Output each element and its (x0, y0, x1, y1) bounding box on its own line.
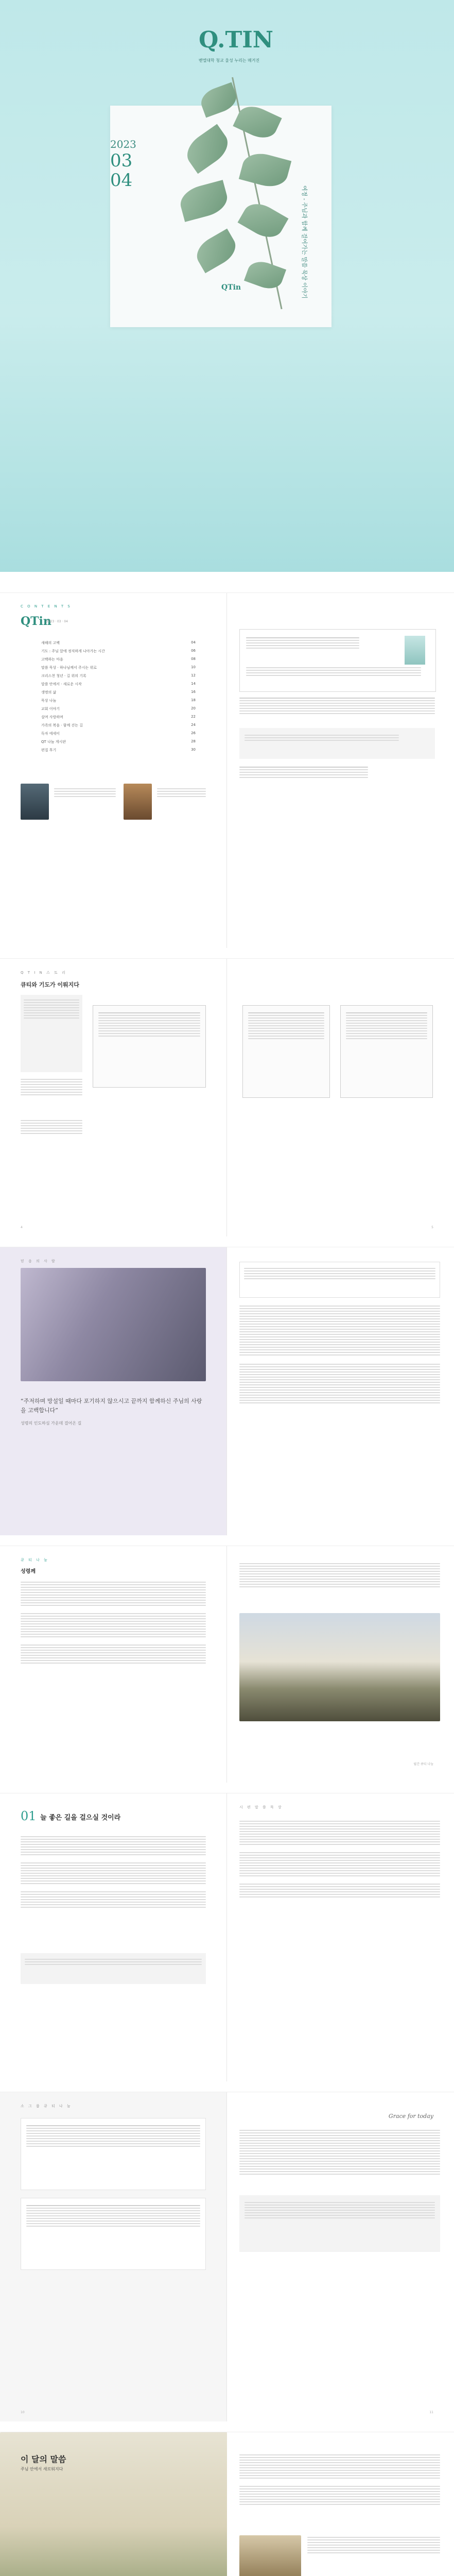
section-header: 소 그 룹 큐 티 나 눔 (21, 2104, 72, 2108)
document-scan (93, 1005, 206, 1088)
cover-issue-a: 03 (110, 150, 133, 171)
pull-quote-sub: 성령의 인도하심 가운데 걸어온 길 (21, 1421, 82, 1426)
pull-quote: “주저하며 망설일 때마다 포기하지 않으시고 끝까지 함께하신 주님의 사랑을 고백합니다” (21, 1398, 202, 1414)
toc-item[interactable]: 살며 사랑하며 (41, 715, 63, 719)
toc-item[interactable]: 크리스천 청년 · 길 위의 기록 (41, 674, 86, 678)
small-group-spread: 소 그 룹 큐 티 나 눔 10 Grace for today 11 (0, 2092, 454, 2421)
toc-item[interactable]: 기도 : 주님 앞에 정직하게 나아가는 시간 (41, 649, 105, 653)
qt-sharing-spread (0, 1546, 454, 1783)
document-scan (242, 1005, 330, 1098)
subscription-box (239, 629, 436, 692)
toc-item[interactable]: 묵상 나눔 (41, 699, 57, 703)
section-title: 큐티와 기도가 이뤄지다 (21, 981, 79, 988)
section-title: 성령께 (21, 1569, 36, 1574)
eucalyptus-branch-image (154, 77, 319, 314)
contents-header: C O N T E N T S (21, 604, 72, 608)
toc-item[interactable]: 교회 이야기 (41, 707, 60, 711)
event-photo (239, 2535, 301, 2576)
qa-box (21, 2118, 206, 2190)
cover-spine-text: 여정 - 주님과 함께 걸어가는 말씀 묵상 이야기 (301, 185, 308, 299)
cover-issue-b: 04 (110, 170, 133, 191)
section-header: Q T I N 스 토 리 (21, 971, 67, 975)
page-footer: 월간 큐티 나눔 (413, 1762, 433, 1766)
subscription-page (227, 593, 454, 948)
cover-year: 2023 (110, 138, 136, 150)
highlight-box (239, 2195, 440, 2252)
qtin-story-spread: Q T I N 스 토 리 큐티와 기도가 이뤄지다 4 5 (0, 958, 454, 1236)
toc-item[interactable]: QT 나눔 게시판 (41, 740, 66, 744)
qa-box (21, 2198, 206, 2270)
toc-item[interactable]: 생명의 삶 (41, 690, 57, 694)
contents-logo: QTin (21, 615, 51, 628)
cover-subtitle: 벧엘대학 청교 울성 누리는 매거진 (198, 58, 260, 63)
verse-box (21, 1953, 206, 1984)
contents-photo (21, 784, 49, 820)
faith-person-spread (0, 1247, 454, 1535)
toc-item[interactable]: 고백하는 마음 (41, 657, 63, 662)
toc-item[interactable]: 가족의 복음 · 함께 걷는 길 (41, 723, 83, 727)
issue-number: 01 (21, 1809, 37, 1823)
feature-subtitle: 주님 안에서 새로워지다 (21, 2467, 63, 2471)
cover-logo: Q.TIN (199, 27, 273, 53)
subscription-table (239, 696, 435, 716)
script-title: Grace for today (388, 2113, 433, 2120)
cover-publisher-logo: QTin (221, 283, 241, 292)
section-header: 큐 티 나 눔 (21, 1558, 49, 1562)
sidebar-note (21, 995, 82, 1072)
toc-item[interactable]: 말씀 묵상 · 하나님께서 주시는 위로 (41, 666, 97, 670)
section-title: 늘 좋은 길을 걸으실 것이라 (40, 1814, 121, 1822)
quote-box (239, 1262, 440, 1298)
toc-item[interactable]: 독자 에세이 (41, 732, 60, 736)
contents-photo-strip (21, 784, 206, 820)
section-header: 믿 음 의 사 람 (21, 1259, 57, 1263)
monthly-word-spread (0, 2432, 454, 2576)
contents-spread (0, 592, 454, 948)
contents-page: C O N T E N T S QTin 2023 · 03 · 04 새해의 고백 04 기도 : 주님 앞에 정직하게 나아가는 시간 06 고백하는 마음 08 말씀 묵상 · 하나님께서 주시는 위로 10 크리스천 청년 · 길 위의 기록 12 말씀 안에서 · 새로운 시작 14 생명의 삶 16 묵상 나눔 18 교회 이야기 20 살며 사랑하며 22 가족의 복음 · 함께 걷는 길 24 독자 에세이 26 QT 나눔 게시판 28 편집 후기 30 (0, 593, 227, 948)
landscape-photo (239, 1613, 440, 1721)
cover-page (0, 0, 454, 572)
toc-item[interactable]: 말씀 안에서 · 새로운 시작 (41, 682, 82, 686)
document-scan (340, 1005, 433, 1098)
section-header: 시 편 말 씀 묵 상 (239, 1805, 283, 1809)
toc-item[interactable]: 편집 후기 (41, 748, 57, 752)
toc-item[interactable]: 새해의 고백 (41, 641, 60, 645)
psalm-meditation-spread (0, 1793, 454, 2081)
notice-box (239, 728, 435, 759)
feature-title: 이 달의 말씀 (21, 2454, 66, 2464)
couple-portrait (21, 1268, 206, 1381)
contents-photo (124, 784, 152, 820)
book-thumbnail (405, 636, 425, 665)
contents-list: 새해의 고백 04 기도 : 주님 앞에 정직하게 나아가는 시간 06 고백하는 마음 08 말씀 묵상 · 하나님께서 주시는 위로 10 크리스천 청년 · 길 위의 기록 12 말씀 안에서 · 새로운 시작 14 생명의 삶 16 묵상 나눔 18 교회 이야기 20 살며 사랑하며 22 가족의 복음 · 함께 걷는 길 24 독자 에세이 26 QT 나눔 게시판 28 편집 후기 30 (41, 640, 196, 752)
